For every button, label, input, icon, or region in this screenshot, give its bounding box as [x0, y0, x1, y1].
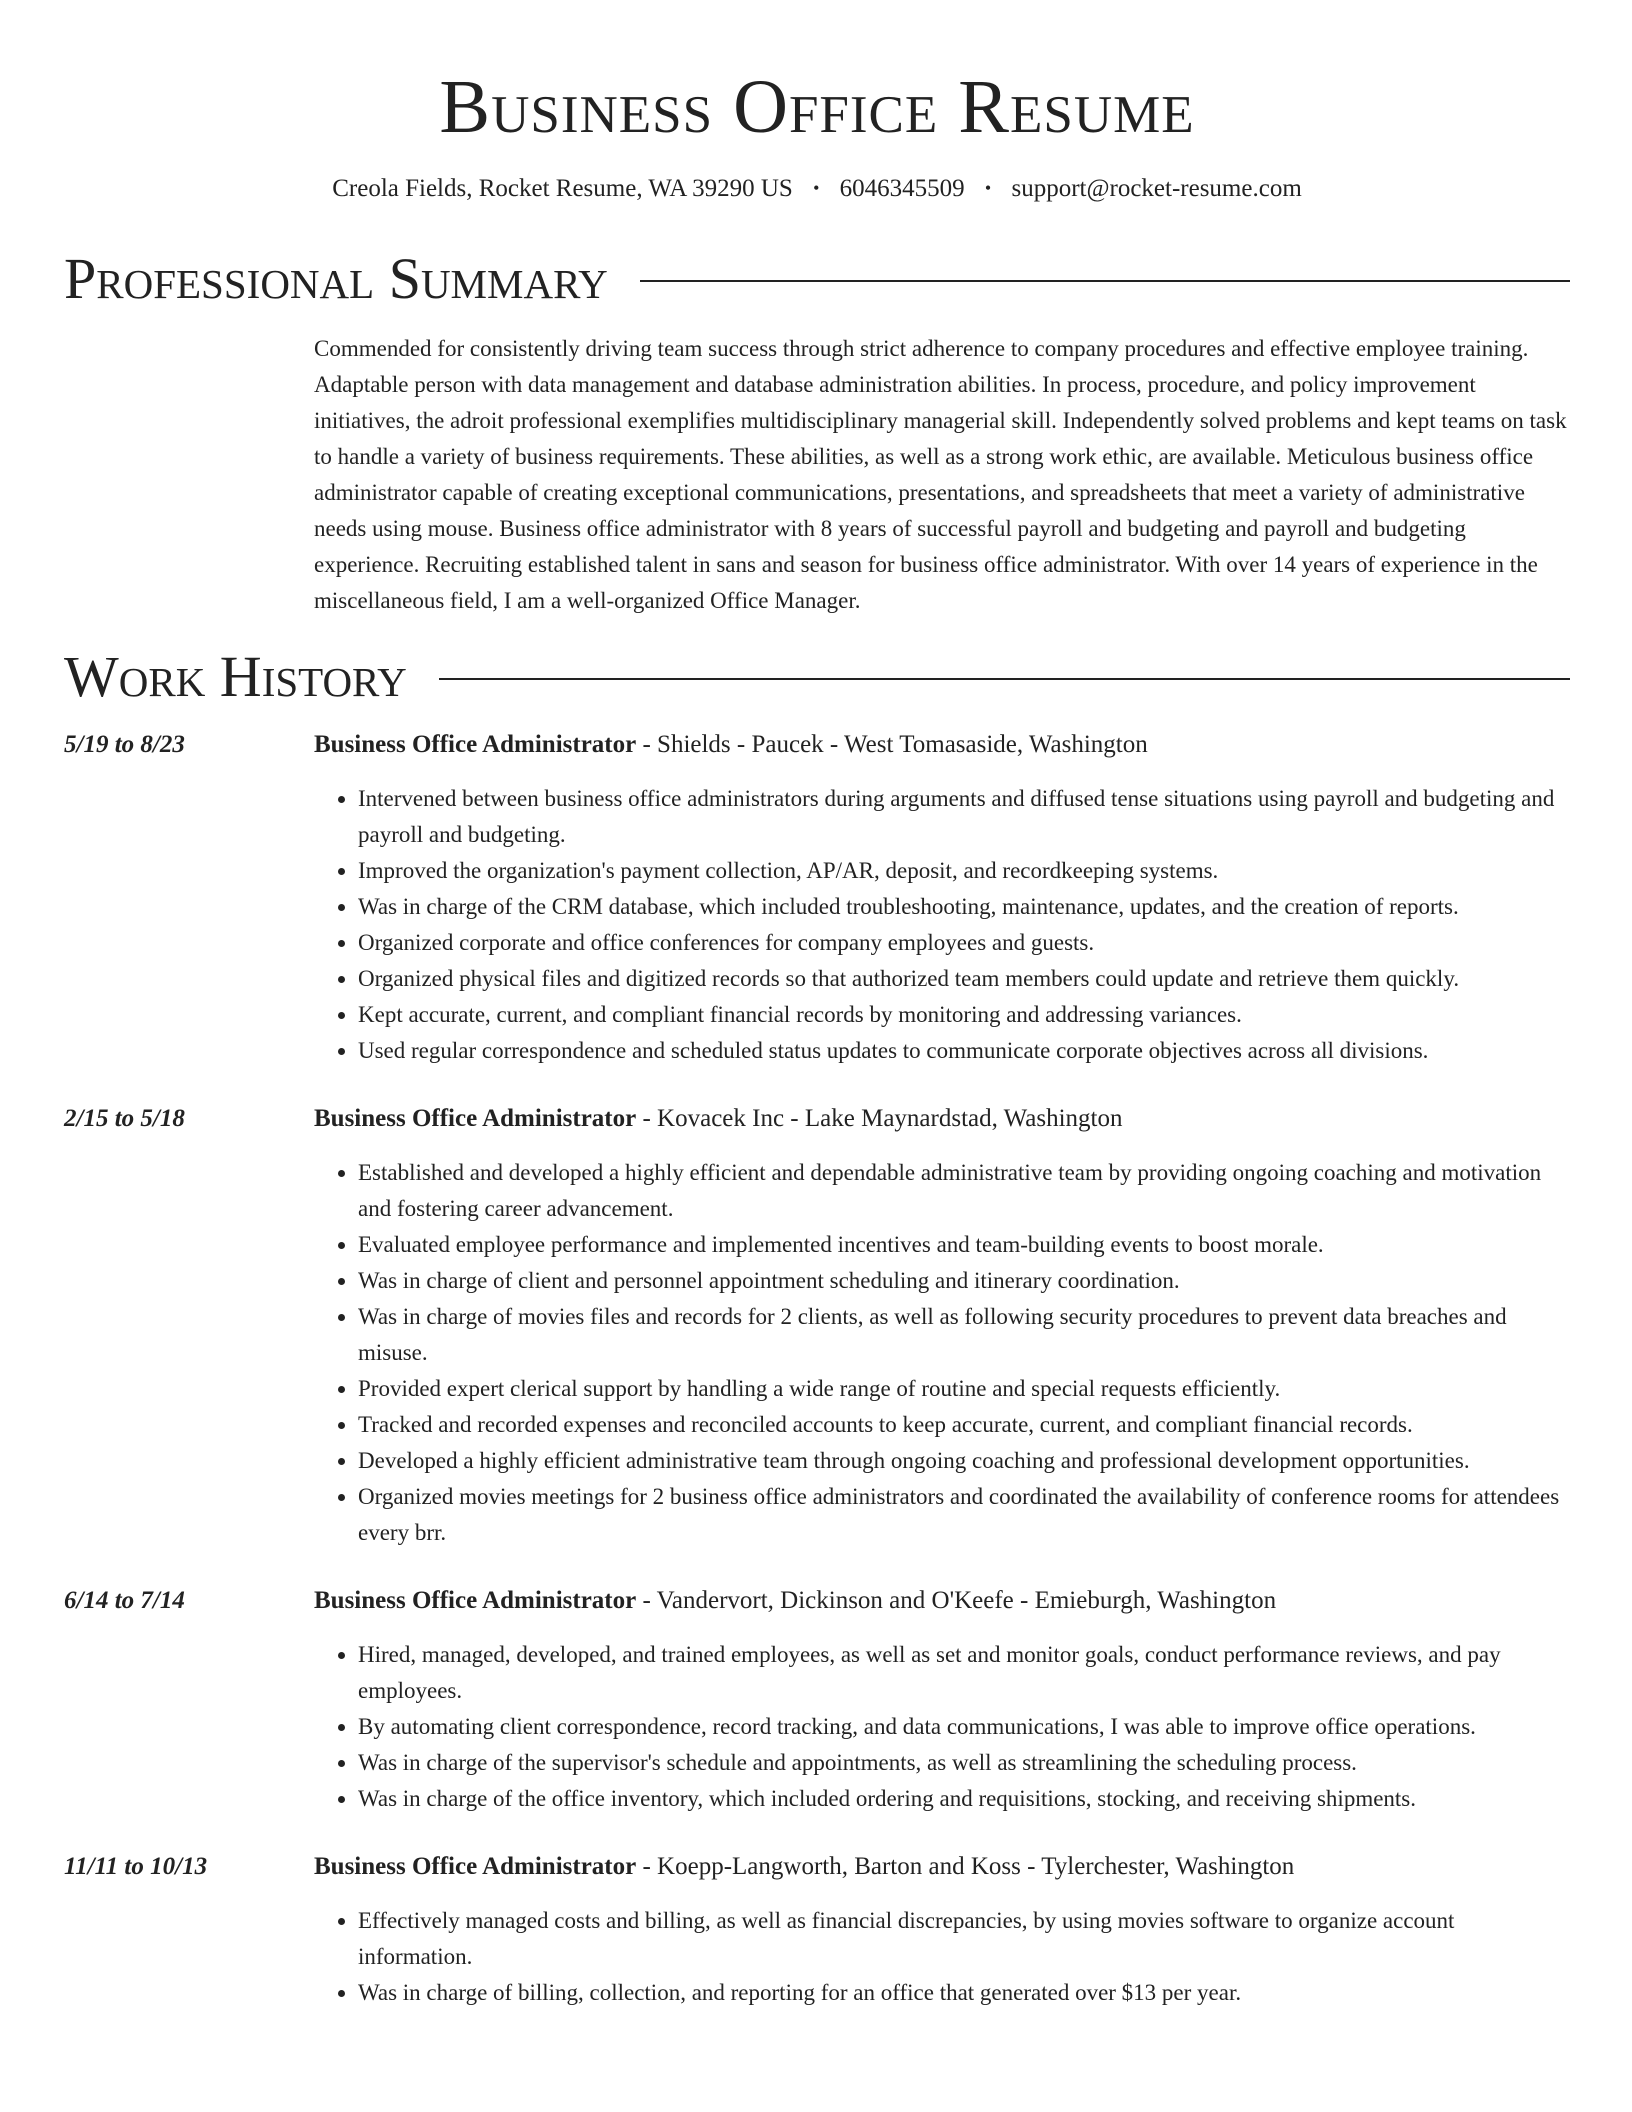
- job-bullet: • Tracked and recorded expenses and reconciled accounts to keep accurate, current, and compliant financial records.: [358, 1407, 1570, 1443]
- job-heading: [314, 727, 1570, 763]
- work-history-section: [64, 645, 1570, 2011]
- job-bullet: • Improved the organization's payment collection, AP/AR, deposit, and recordkeeping systems.: [358, 853, 1570, 889]
- job-bullet: • Was in charge of client and personnel appointment scheduling and itinerary coordination.: [358, 1263, 1570, 1299]
- job-employer-location: - Koepp-Langworth, Barton and Koss - Tylerchester, Washington: [636, 1853, 1295, 1880]
- contact-separator: •: [813, 178, 820, 198]
- job-bullet: • By automating client correspondence, record tracking, and data communications, I was able to improve office operations.: [358, 1709, 1570, 1745]
- job-title: Business Office Administrator: [314, 731, 637, 758]
- job-employer-location: - Kovacek Inc - Lake Maynardstad, Washington: [636, 1105, 1123, 1132]
- job-bullet: • Organized corporate and office conferences for company employees and guests.: [358, 925, 1570, 961]
- job-bullet: • Hired, managed, developed, and trained employees, as well as set and monitor goals, conduct performance reviews, and pay employees.: [358, 1637, 1570, 1709]
- section-header: [64, 645, 1570, 709]
- resume-page: [64, 0, 1570, 2011]
- job-body: [314, 1583, 1570, 1817]
- job-bullet: • Evaluated employee performance and implemented incentives and team-building events to boost morale.: [358, 1227, 1570, 1263]
- job-dates: 6/14 to 7/14: [64, 1587, 185, 1614]
- section-header: [64, 247, 1570, 311]
- job-bullet: • Was in charge of movies files and records for 2 clients, as well as following security procedures to prevent data breaches and misuse.: [358, 1299, 1570, 1371]
- job-bullet-list: [314, 1637, 1570, 1817]
- job-bullet: • Organized movies meetings for 2 business office administrators and coordinated the availability of conference rooms for attendees every brr.: [358, 1479, 1570, 1551]
- job-heading: [314, 1101, 1570, 1137]
- job-title: Business Office Administrator: [314, 1105, 637, 1132]
- resume-title: Business Office Resume: [439, 65, 1195, 149]
- job-dates: 5/19 to 8/23: [64, 731, 185, 758]
- section-divider: [439, 678, 1570, 680]
- contact-separator: •: [984, 178, 992, 198]
- contact-line: [64, 172, 1570, 205]
- job-title: Business Office Administrator: [314, 1587, 637, 1614]
- professional-summary-section: [64, 247, 1570, 619]
- job-employer-location: - Shields - Paucek - West Tomasaside, Washington: [636, 731, 1148, 758]
- job-entry: [64, 727, 1570, 1069]
- section-title-work-history: Work History: [64, 644, 407, 709]
- job-bullet: • Effectively managed costs and billing, as well as financial discrepancies, by using movies software to organize account information.: [358, 1903, 1570, 1975]
- job-bullet-list: [314, 1903, 1570, 2011]
- section-divider: [640, 280, 1570, 282]
- job-heading: [314, 1583, 1570, 1619]
- job-entry: [64, 1583, 1570, 1817]
- job-heading: [314, 1849, 1570, 1885]
- job-bullet: • Developed a highly efficient administrative team through ongoing coaching and professional development opportunities.: [358, 1443, 1570, 1479]
- job-entry: [64, 1849, 1570, 2011]
- summary-paragraph: Commended for consistently driving team success through strict adherence to company procedures and effective employee training. Adaptable person with data management and database administration abilities. In process, procedure, and policy improvement initiatives, the adroit professional exemplifies multidisciplinary managerial skill. Independently solved problems and kept teams on task to handle a variety of business requirements. These abilities, as well as a strong work ethic, are available. Meticulous business office administrator capable of creating exceptional communications, presentations, and spreadsheets that meet a variety of administrative needs using mouse. Business office administrator with 8 years of successful payroll and budgeting and payroll and budgeting experience. Recruiting established talent in sans and season for business office administrator. With over 14 years of experience in the miscellaneous field, I am a well-organized Office Manager.: [314, 336, 1567, 613]
- job-employer-location: - Vandervort, Dickinson and O'Keefe - Emieburgh, Washington: [636, 1587, 1277, 1614]
- job-list: [64, 727, 1570, 2011]
- section-title-summary: Professional Summary: [64, 246, 608, 311]
- job-dates: 11/11 to 10/13: [64, 1853, 208, 1880]
- job-dates: 2/15 to 5/18: [64, 1105, 185, 1132]
- job-bullet: • Used regular correspondence and scheduled status updates to communicate corporate objectives across all divisions.: [358, 1033, 1570, 1069]
- job-bullet: • Provided expert clerical support by handling a wide range of routine and special requests efficiently.: [358, 1371, 1570, 1407]
- contact-address: Creola Fields, Rocket Resume, WA 39290 US: [332, 175, 793, 202]
- job-bullet: • Was in charge of the CRM database, which included troubleshooting, maintenance, updates, and the creation of reports.: [358, 889, 1570, 925]
- job-bullet-list: [314, 1155, 1570, 1551]
- job-bullet: • Was in charge of the office inventory, which included ordering and requisitions, stocking, and receiving shipments.: [358, 1781, 1570, 1817]
- job-bullet: • Established and developed a highly efficient and dependable administrative team by providing ongoing coaching and motivation and fostering career advancement.: [358, 1155, 1570, 1227]
- job-title: Business Office Administrator: [314, 1853, 637, 1880]
- job-bullet: • Kept accurate, current, and compliant financial records by monitoring and addressing variances.: [358, 997, 1570, 1033]
- job-bullet: • Was in charge of billing, collection, and reporting for an office that generated over $13 per year.: [358, 1975, 1570, 2011]
- job-bullet-list: [314, 781, 1570, 1069]
- job-body: [314, 1849, 1570, 2011]
- contact-email: support@rocket-resume.com: [1011, 175, 1302, 202]
- job-bullet: • Intervened between business office administrators during arguments and diffused tense situations using payroll and budgeting and payroll and budgeting.: [358, 781, 1570, 853]
- contact-phone: 6046345509: [839, 175, 965, 202]
- job-body: [314, 727, 1570, 1069]
- job-bullet: • Was in charge of the supervisor's schedule and appointments, as well as streamlining the scheduling process.: [358, 1745, 1570, 1781]
- job-entry: [64, 1101, 1570, 1551]
- job-bullet: • Organized physical files and digitized records so that authorized team members could update and retrieve them quickly.: [358, 961, 1570, 997]
- job-body: [314, 1101, 1570, 1551]
